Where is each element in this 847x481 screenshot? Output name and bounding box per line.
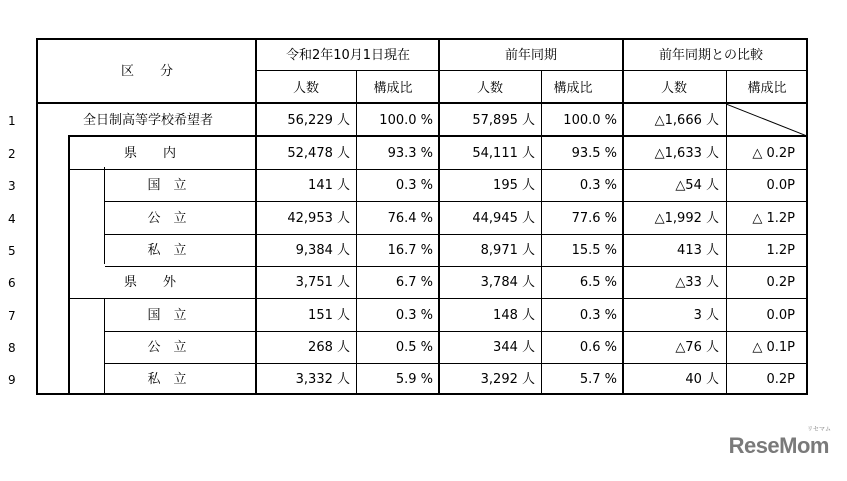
row1-bottom xyxy=(68,135,808,137)
indent-level1 xyxy=(68,135,70,395)
row-divider xyxy=(105,201,808,202)
row-label: 私 立 xyxy=(147,243,187,258)
people-prev: 3,292 人 xyxy=(480,372,535,387)
people-current: 141 人 xyxy=(308,178,350,193)
people-prev: 8,971 人 xyxy=(480,243,535,258)
row-number: 4 xyxy=(8,212,16,226)
border-bottom xyxy=(36,393,808,395)
logo-kana: リセマム xyxy=(807,427,831,433)
ratio-prev: 0.3 % xyxy=(579,308,617,323)
row-divider xyxy=(105,363,808,364)
row-divider xyxy=(105,234,808,235)
people-prev: 195 人 xyxy=(493,178,535,193)
col-sep-compare xyxy=(622,38,624,395)
people-current: 52,478 人 xyxy=(287,146,350,161)
sub-people-compare: 人数 xyxy=(660,81,688,96)
row-label: 全日制高等学校希望者 xyxy=(82,113,214,128)
header-prev: 前年同期 xyxy=(504,48,558,63)
col-sep-prev xyxy=(438,38,440,395)
row-number: 9 xyxy=(8,373,16,387)
sub-ratio-current: 構成比 xyxy=(373,81,413,96)
ratio-current: 16.7 % xyxy=(387,243,433,258)
subcol-sep-2 xyxy=(541,70,542,395)
ratio-prev: 77.6 % xyxy=(571,211,617,226)
people-prev: 148 人 xyxy=(493,308,535,323)
ratio-prev: 0.3 % xyxy=(579,178,617,193)
ratio-prev: 15.5 % xyxy=(571,243,617,258)
people-compare: △54 人 xyxy=(675,178,719,193)
row-divider xyxy=(105,331,808,332)
border-right xyxy=(806,38,808,395)
ratio-compare: 0.0P xyxy=(766,308,795,323)
row-number: 8 xyxy=(8,341,16,355)
row-label: 県 内 xyxy=(123,146,177,161)
people-compare: △33 人 xyxy=(675,275,719,290)
row-divider xyxy=(105,266,808,267)
sub-people-current: 人数 xyxy=(292,81,320,96)
ratio-current: 0.5 % xyxy=(395,340,433,355)
ratio-current: 6.7 % xyxy=(395,275,433,290)
row-divider xyxy=(70,298,808,299)
people-prev: 3,784 人 xyxy=(480,275,535,290)
ratio-compare: 0.2P xyxy=(766,372,795,387)
border-header-bottom xyxy=(36,102,808,104)
people-current: 268 人 xyxy=(308,340,350,355)
ratio-current: 0.3 % xyxy=(395,178,433,193)
header-compare: 前年同期との比較 xyxy=(658,48,764,63)
ratio-current: 93.3 % xyxy=(387,146,433,161)
row-label: 公 立 xyxy=(147,211,187,226)
col-sep-current xyxy=(255,38,257,395)
ratio-prev: 6.5 % xyxy=(579,275,617,290)
ratio-current: 76.4 % xyxy=(387,211,433,226)
sub-ratio-prev: 構成比 xyxy=(553,81,593,96)
people-compare: △1,666 人 xyxy=(654,113,719,128)
border-top xyxy=(36,38,808,40)
row-number: 2 xyxy=(8,147,16,161)
people-compare: △76 人 xyxy=(675,340,719,355)
diagonal-slash xyxy=(726,104,807,136)
sub-people-prev: 人数 xyxy=(476,81,504,96)
row-label: 公 立 xyxy=(147,340,187,355)
indent-level2-a xyxy=(104,167,105,264)
row-label: 県 外 xyxy=(123,275,177,290)
people-compare: △1,633 人 xyxy=(654,146,719,161)
row-number: 1 xyxy=(8,114,16,128)
subcol-sep-1 xyxy=(356,70,357,395)
logo-text: ReseMom xyxy=(728,433,829,458)
people-compare: 3 人 xyxy=(693,308,719,323)
header-category: 区 分 xyxy=(120,64,174,79)
ratio-current: 5.9 % xyxy=(395,372,433,387)
people-current: 56,229 人 xyxy=(287,113,350,128)
ratio-prev: 0.6 % xyxy=(579,340,617,355)
indent-level2-b xyxy=(104,298,105,395)
ratio-prev: 100.0 % xyxy=(563,113,617,128)
people-current: 42,953 人 xyxy=(287,211,350,226)
ratio-compare: 0.2P xyxy=(766,275,795,290)
border-left xyxy=(36,38,38,395)
ratio-compare: △ 1.2P xyxy=(752,211,795,226)
row-number: 3 xyxy=(8,179,16,193)
row-label: 国 立 xyxy=(147,178,187,193)
people-compare: 413 人 xyxy=(677,243,719,258)
people-prev: 344 人 xyxy=(493,340,535,355)
row-number: 7 xyxy=(8,309,16,323)
ratio-compare: △ 0.1P xyxy=(752,340,795,355)
people-compare: △1,992 人 xyxy=(654,211,719,226)
ratio-compare: 0.0P xyxy=(766,178,795,193)
people-current: 9,384 人 xyxy=(295,243,350,258)
resemom-logo xyxy=(728,427,831,459)
people-compare: 40 人 xyxy=(685,372,719,387)
ratio-compare: 1.2P xyxy=(766,243,795,258)
ratio-prev: 93.5 % xyxy=(571,146,617,161)
row-label: 私 立 xyxy=(147,372,187,387)
header-current: 令和2年10月1日現在 xyxy=(285,48,411,63)
row-number: 6 xyxy=(8,276,16,290)
row-divider xyxy=(70,169,808,170)
ratio-prev: 5.7 % xyxy=(579,372,617,387)
row-label: 国 立 xyxy=(147,308,187,323)
sub-ratio-compare: 構成比 xyxy=(747,81,787,96)
ratio-current: 0.3 % xyxy=(395,308,433,323)
people-prev: 57,895 人 xyxy=(472,113,535,128)
people-current: 151 人 xyxy=(308,308,350,323)
ratio-compare: △ 0.2P xyxy=(752,146,795,161)
people-current: 3,751 人 xyxy=(295,275,350,290)
people-prev: 54,111 人 xyxy=(472,146,535,161)
people-current: 3,332 人 xyxy=(295,372,350,387)
people-prev: 44,945 人 xyxy=(472,211,535,226)
ratio-current: 100.0 % xyxy=(379,113,433,128)
row-number: 5 xyxy=(8,244,16,258)
